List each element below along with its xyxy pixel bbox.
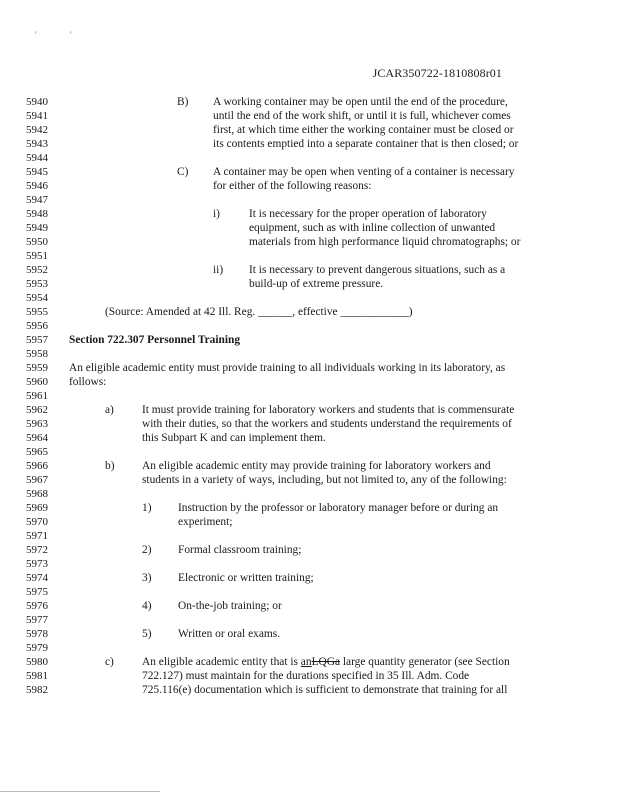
item-a-text: with their duties, so that the workers and students understand the requirements of xyxy=(142,418,512,430)
list-item-text: Formal classroom training; xyxy=(178,544,302,556)
item-C-i-text: materials from high performance liquid chromatographs; or xyxy=(249,236,521,248)
line-number: 5975 xyxy=(26,586,48,598)
line-number: 5966 xyxy=(26,460,48,472)
item-C-i-marker: i) xyxy=(213,208,220,220)
intro-text: An eligible academic entity must provide training to all individuals working in its laboratory, as xyxy=(69,362,506,374)
item-C-i-text: It is necessary for the proper operation of laboratory xyxy=(249,208,487,220)
line-number: 5980 xyxy=(26,656,48,668)
line-number: 5978 xyxy=(26,628,48,640)
item-B-text: first, at which time either the working container must be closed or xyxy=(213,124,514,136)
line-number: 5977 xyxy=(26,614,48,626)
item-a-text: this Subpart K and can implement them. xyxy=(142,432,326,444)
list-item-marker: 5) xyxy=(142,628,152,640)
line-number: 5967 xyxy=(26,474,48,486)
struck-text: LQGa xyxy=(311,656,341,668)
line-number: 5960 xyxy=(26,376,48,388)
item-B-text: its contents emptied into a separate container that is then closed; or xyxy=(213,138,519,150)
line-number: 5952 xyxy=(26,264,48,276)
item-C-ii-text: build-up of extreme pressure. xyxy=(249,278,384,290)
intro-text: follows: xyxy=(69,376,107,388)
line-number: 5981 xyxy=(26,670,48,682)
line-number: 5946 xyxy=(26,180,48,192)
item-C-i-text: equipment, such as with inline collection of unwanted xyxy=(249,222,496,234)
line-number: 5940 xyxy=(26,96,48,108)
list-item-text: Electronic or written training; xyxy=(178,572,314,584)
line-number: 5953 xyxy=(26,278,48,290)
list-item-marker: 1) xyxy=(142,502,152,514)
item-b-text: An eligible academic entity may provide training for laboratory workers and xyxy=(142,460,491,472)
line-number: 5959 xyxy=(26,362,48,374)
line-number: 5968 xyxy=(26,488,48,500)
line-number: 5955 xyxy=(26,306,48,318)
item-c-text: large quantity generator (see Section xyxy=(340,656,510,668)
item-B-marker: B) xyxy=(177,96,189,108)
item-B-text: A working container may be open until the end of the procedure, xyxy=(213,96,508,108)
line-number: 5964 xyxy=(26,432,48,444)
line-number: 5941 xyxy=(26,110,48,122)
line-number: 5976 xyxy=(26,600,48,612)
list-item-marker: 4) xyxy=(142,600,152,612)
line-number: 5971 xyxy=(26,530,48,542)
line-number: 5973 xyxy=(26,558,48,570)
corner-mark: ' xyxy=(35,30,37,40)
item-a-text: It must provide training for laboratory workers and students that is commensurate xyxy=(142,404,515,416)
line-number: 5943 xyxy=(26,138,48,150)
item-b-text: students in a variety of ways, including, but not limited to, any of the following: xyxy=(142,474,507,486)
line-number: 5979 xyxy=(26,642,48,654)
line-number: 5951 xyxy=(26,250,48,262)
list-item-text: Instruction by the professor or laboratory manager before or during an xyxy=(178,502,499,514)
line-number: 5942 xyxy=(26,124,48,136)
item-c-text: 722.127) must maintain for the durations specified in 35 Ill. Adm. Code xyxy=(142,670,470,682)
item-c-text: 725.116(e) documentation which is sufficient to demonstrate that training for all xyxy=(142,684,508,696)
line-number: 5982 xyxy=(26,684,48,696)
list-item-text: experiment; xyxy=(178,516,233,528)
line-number: 5954 xyxy=(26,292,48,304)
item-C-marker: C) xyxy=(177,166,189,178)
line-number: 5970 xyxy=(26,516,48,528)
corner-mark: ' xyxy=(70,30,72,40)
list-item-text: Written or oral exams. xyxy=(178,628,281,640)
inserted-text: an xyxy=(300,656,312,668)
item-c-marker: c) xyxy=(105,656,114,668)
list-item-marker: 2) xyxy=(142,544,152,556)
item-C-ii-text: It is necessary to prevent dangerous situations, such as a xyxy=(249,264,506,276)
item-C-text: A container may be open when venting of a container is necessary xyxy=(213,166,515,178)
item-c-text: An eligible academic entity that is xyxy=(142,656,301,668)
line-number: 5974 xyxy=(26,572,48,584)
line-number: 5949 xyxy=(26,222,48,234)
document-id-header: JCAR350722-1810808r01 xyxy=(372,66,502,80)
item-B-text: until the end of the work shift, or until it is full, whichever comes xyxy=(213,110,511,122)
item-a-marker: a) xyxy=(105,404,114,416)
line-number: 5958 xyxy=(26,348,48,360)
line-number: 5947 xyxy=(26,194,48,206)
item-C-ii-marker: ii) xyxy=(213,264,224,276)
line-number: 5950 xyxy=(26,236,48,248)
section-heading: Section 722.307 Personnel Training xyxy=(69,334,241,346)
line-number: 5948 xyxy=(26,208,48,220)
line-number: 5969 xyxy=(26,502,48,514)
list-item-marker: 3) xyxy=(142,572,152,584)
line-number: 5944 xyxy=(26,152,48,164)
source-note: (Source: Amended at 42 Ill. Reg. ______, effective ____________) xyxy=(105,306,413,318)
line-number: 5972 xyxy=(26,544,48,556)
list-item-text: On-the-job training; or xyxy=(178,600,282,612)
line-number: 5965 xyxy=(26,446,48,458)
line-number: 5962 xyxy=(26,404,48,416)
line-number: 5957 xyxy=(26,334,48,346)
line-number: 5961 xyxy=(26,390,48,402)
line-number: 5956 xyxy=(26,320,48,332)
line-number: 5963 xyxy=(26,418,48,430)
item-C-text: for either of the following reasons: xyxy=(213,180,372,192)
line-number: 5945 xyxy=(26,166,48,178)
bottom-divider xyxy=(0,791,160,792)
item-c-text-line1 xyxy=(142,656,510,668)
item-b-marker: b) xyxy=(105,460,115,472)
